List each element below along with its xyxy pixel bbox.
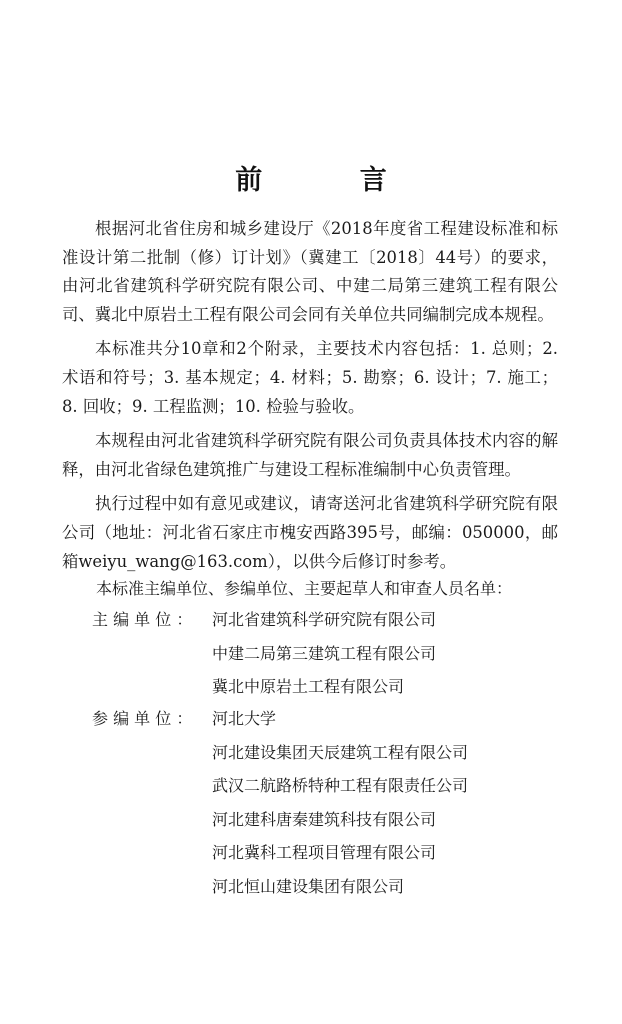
participating-units-label: 参 编 单 位 ： <box>92 709 193 729</box>
unit-name: 河北恒山建设集团有限公司 <box>212 876 405 896</box>
unit-name: 河北建设集团天辰建筑工程有限公司 <box>212 742 469 762</box>
paragraph-feedback: 执行过程中如有意见或建议，请寄送河北省建筑科学研究院有限公司（地址：河北省石家庄市槐安西路395号，邮编：050000，邮箱weiyu_wang@163.com），以供今后修订时参考。 <box>62 494 558 571</box>
list-item <box>92 768 552 802</box>
list-item <box>92 869 552 903</box>
list-item <box>92 835 552 869</box>
preface-body <box>62 215 558 582</box>
list-item <box>92 701 552 735</box>
unit-name: 武汉二航路桥特种工程有限责任公司 <box>212 776 469 796</box>
unit-name: 河北省建筑科学研究院有限公司 <box>212 610 437 630</box>
list-item <box>92 802 552 836</box>
unit-name: 中建二局第三建筑工程有限公司 <box>212 643 437 663</box>
paragraph-background: 根据河北省住房和城乡建设厅《2018年度省工程建设标准和标准设计第二批制（修）订计划》（冀建工〔2018〕44号）的要求，由河北省建筑科学研究院有限公司、中建二局第三建筑工程有限公司、冀北中原岩土工程有限公司会同有关单位共同编制完成本规程。 <box>62 219 558 324</box>
list-item <box>92 636 552 670</box>
list-item <box>92 735 552 769</box>
unit-name: 河北冀科工程项目管理有限公司 <box>212 843 437 863</box>
unit-name: 冀北中原岩土工程有限公司 <box>212 677 405 697</box>
list-item <box>92 602 552 636</box>
participating-units-list <box>92 701 552 902</box>
chief-units-list <box>92 602 552 703</box>
unit-name: 河北建科唐秦建筑科技有限公司 <box>212 809 437 829</box>
units-intro-line: 本标准主编单位、参编单位、主要起草人和审查人员名单： <box>96 579 513 598</box>
paragraph-interpretation: 本规程由河北省建筑科学研究院有限公司负责具体技术内容的解释，由河北省绿色建筑推广与建设工程标准编制中心负责管理。 <box>62 431 558 479</box>
chief-units-label: 主 编 单 位 ： <box>92 610 193 630</box>
page-title: 前 言 <box>235 165 431 196</box>
unit-name: 河北大学 <box>212 709 277 729</box>
paragraph-contents: 本标准共分10章和2个附录，主要技术内容包括：1. 总则；2. 术语和符号；3. 基本规定；4. 材料；5. 勘察；6. 设计；7. 施工；8. 回收；9. 工程监测；10. 检验与验收。 <box>62 339 558 416</box>
list-item <box>92 669 552 703</box>
